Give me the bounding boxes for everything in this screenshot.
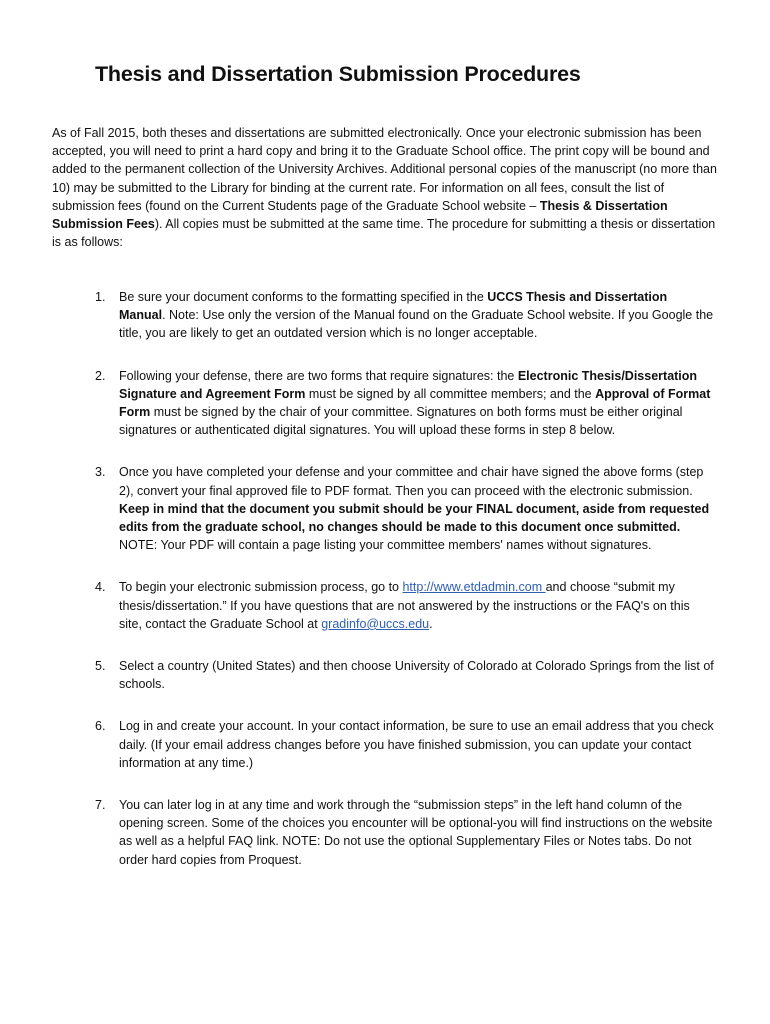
step-number: 5.: [95, 659, 106, 674]
step-text-part: Once you have completed your defense and your committee and chair have signed the above forms (step 2), convert your final approved file to PDF format. Then you can proceed with the electronic submission.: [119, 465, 704, 498]
step-text-part: To begin your electronic submission process, go to: [119, 580, 403, 595]
step-number: 1.: [95, 290, 106, 304]
intro-text-part1: As of Fall 2015, both theses and dissertations are submitted electronically. Once your electronic submission has been accepted, you will need to print a hard copy and bring it to the Graduate School office. The print copy will be bound and added to the permanent collection of the University Archives. Additional personal copies of the manuscript (no more than: [52, 126, 717, 177]
list-item: [95, 796, 715, 869]
step-text: Log in and create your account. In your contact information, be sure to use an email address that you check daily. (If your email address changes before you have finished submission, you can update your contact information at any time.): [119, 719, 714, 770]
intro-text-fees-tail: ). All copies must be submitted at the same time. The procedure for submitting a thesis or dissertation is as follows:: [52, 217, 716, 250]
step-text-part: and choose “submit my thesis/dissertation.” If you have questions that are not answered by the instructions or the FAQ's on this site, contact the Graduate School at: [119, 580, 690, 631]
step-text-part: . Note: Use only the version of the Manual found on the Graduate School website. If you Google the title, you are likely to get an outdated version which is no longer acceptable.: [119, 308, 714, 341]
list-item: [95, 367, 715, 440]
step-number: 6.: [95, 719, 106, 734]
step-text: [119, 288, 715, 343]
intro-text-part2: [52, 179, 724, 252]
step-text-part: Following your defense, there are two forms that require signatures: the: [119, 368, 518, 383]
step-number: 4.: [95, 580, 106, 595]
step-text: [119, 367, 715, 440]
step-text: Select a country (United States) and then choose University of Colorado at Colorado Springs from the list of schools.: [119, 659, 714, 692]
list-item: [95, 657, 715, 693]
step-text-part: .: [429, 616, 433, 631]
step-text-part: must be signed by all committee members; and the: [305, 386, 596, 401]
step-text-part: NOTE: Your PDF will contain a page listing your committee members' names without signatures.: [119, 538, 652, 553]
intro-text-fees-lead: 10) may be submitted to the Library for binding at the current rate. For information on all fees, consult the list of submission fees (found on the Current Students page of the Graduate School website –: [52, 180, 665, 213]
step-text-part: Be sure your document conforms to the formatting specified in the: [119, 290, 488, 304]
step-bold-text: UCCS Thesis and Dissertation Manual: [119, 290, 668, 323]
step-text: You can later log in at any time and work through the “submission steps” in the left hand column of the opening screen. Some of the choices you encounter will be optional-you will find instructions on the website as well as a helpful FAQ link. NOTE: Do not use the optional Supplementary Files or Notes tabs. Do not order hard copies from Proquest.: [119, 798, 713, 867]
step-bold-text: Electronic Thesis/Dissertation Signature and Agreement Form: [119, 368, 698, 401]
list-item: [95, 717, 715, 772]
step-bold-text: Keep in mind that the document you submit should be your FINAL document, aside from requested edits from the graduate school, no changes should be made to this document once submitted.: [119, 501, 710, 535]
step-number: 7.: [95, 798, 106, 813]
list-item: [95, 463, 715, 554]
list-item: [95, 288, 715, 343]
step-number: 2.: [95, 368, 106, 383]
procedure-steps-list: [95, 288, 715, 869]
intro-fees-bold: Thesis & Dissertation Submission Fees: [52, 198, 668, 232]
step-text: [119, 578, 715, 633]
step-text-part: must be signed by the chair of your committee. Signatures on both forms must be either original signatures or authenticated digital signatures. You will upload these forms in step 8 below.: [119, 405, 683, 438]
page-title: Thesis and Dissertation Submission Procedures: [95, 62, 581, 86]
etdadmin-link[interactable]: http://www.etdadmin.com: [402, 580, 546, 595]
step-number: 3.: [95, 465, 106, 480]
list-item: [95, 578, 715, 633]
intro-paragraph: [52, 124, 724, 251]
step-text: [119, 463, 715, 554]
step-bold-text: Approval of Format Form: [119, 386, 711, 420]
gradinfo-email-link[interactable]: gradinfo@uccs.edu: [321, 616, 430, 631]
